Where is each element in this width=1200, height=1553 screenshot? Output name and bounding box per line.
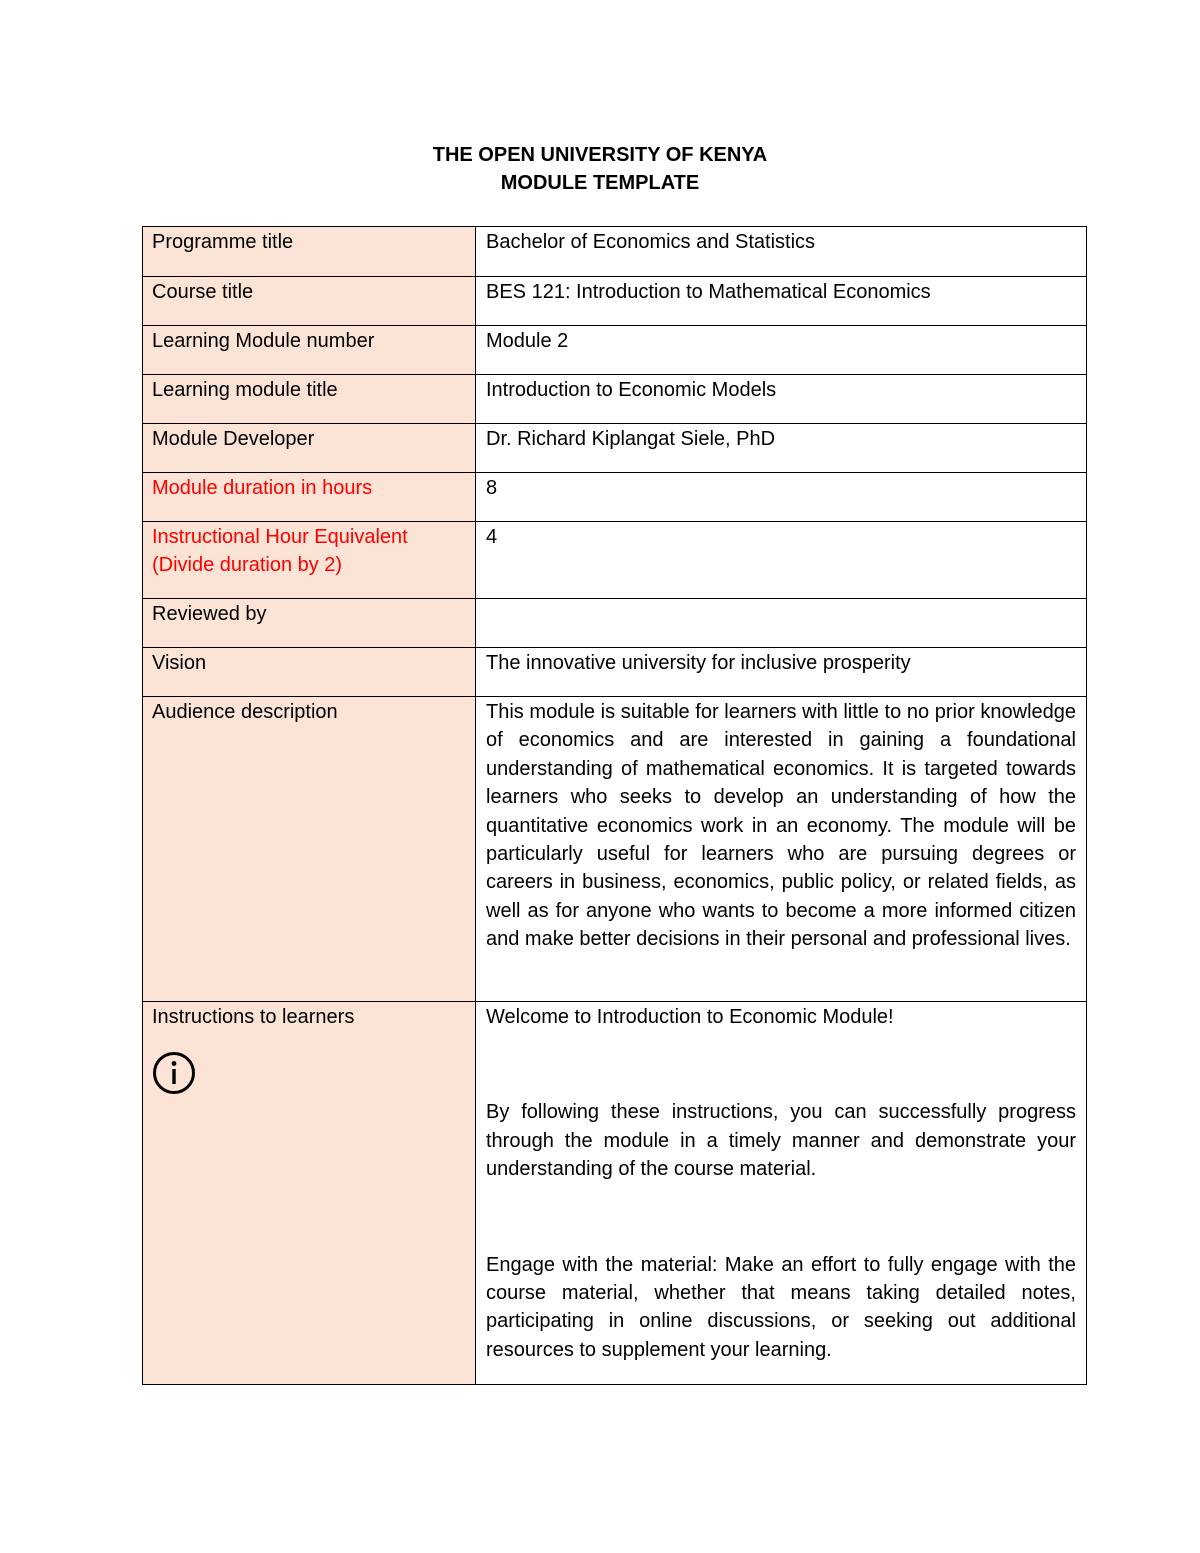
module-title-label: Learning module title — [152, 379, 338, 401]
instructional-hour-label: Instructional Hour Equivalent (Divide duration by 2) — [152, 526, 408, 577]
table-row-audience — [143, 697, 1087, 1002]
label-cell — [143, 473, 476, 522]
module-number-label: Learning Module number — [152, 330, 375, 352]
value-cell — [476, 375, 1087, 424]
value-cell — [476, 277, 1087, 326]
vision-value: The innovative university for inclusive prosperity — [486, 652, 911, 674]
label-cell — [143, 375, 476, 424]
info-icon — [152, 1051, 196, 1095]
module-developer-value: Dr. Richard Kiplangat Siele, PhD — [486, 428, 776, 450]
module-number-value: Module 2 — [486, 330, 569, 352]
programme-title-value: Bachelor of Economics and Statistics — [486, 231, 816, 253]
label-cell — [143, 227, 476, 277]
value-cell — [476, 326, 1087, 375]
table-row-course — [143, 277, 1087, 326]
table-row-reviewed — [143, 599, 1087, 648]
table-row-module-title — [143, 375, 1087, 424]
table-row-instructional-hours — [143, 522, 1087, 599]
audience-description-label: Audience description — [152, 701, 338, 723]
programme-title-label: Programme title — [152, 231, 294, 253]
value-cell — [476, 599, 1087, 648]
value-cell — [476, 227, 1087, 277]
module-developer-label: Module Developer — [152, 428, 315, 450]
label-cell — [143, 599, 476, 648]
label-cell — [143, 277, 476, 326]
reviewed-by-value — [486, 599, 1076, 600]
value-cell — [476, 522, 1087, 599]
vision-label: Vision — [152, 652, 207, 674]
instructions-label: Instructions to learners — [152, 1006, 355, 1028]
module-duration-value: 8 — [486, 477, 498, 499]
value-cell — [476, 648, 1087, 697]
instructions-paragraph-2: Engage with the material: Make an effort to fully engage with the course material, whether that means taking detailed notes, participating in online discussions, or seeking out additional resources to supplement your learning. — [486, 1253, 1076, 1361]
document-header — [0, 141, 1200, 197]
label-cell — [143, 697, 476, 1002]
value-cell — [476, 473, 1087, 522]
course-title-value: BES 121: Introduction to Mathematical Economics — [486, 281, 931, 303]
university-name: THE OPEN UNIVERSITY OF KENYA — [432, 144, 768, 166]
reviewed-by-label: Reviewed by — [152, 603, 267, 625]
table-row-programme — [143, 227, 1087, 277]
table-row-module-number — [143, 326, 1087, 375]
table-row-developer — [143, 424, 1087, 473]
label-cell — [143, 648, 476, 697]
value-cell — [476, 697, 1087, 1002]
label-cell — [143, 1002, 476, 1385]
label-cell — [143, 424, 476, 473]
module-title-value: Introduction to Economic Models — [486, 379, 777, 401]
value-cell — [476, 424, 1087, 473]
audience-description-value: This module is suitable for learners with little to no prior knowledge of economics and are interested in gaining a foundational understanding of mathematical economics. It is targeted towards learners who seeks to develop an understanding of how the quantitative economics work in an economy. The module will be particularly useful for learners who are pursuing degrees or careers in business, economics, public policy, or related fields, as well as for anyone who wants to become a more informed citizen and make better decisions in their personal and professional lives. — [486, 701, 1076, 951]
value-cell — [476, 1002, 1087, 1385]
label-cell — [143, 326, 476, 375]
course-title-label: Course title — [152, 281, 254, 303]
table-row-vision — [143, 648, 1087, 697]
module-duration-label: Module duration in hours — [152, 477, 373, 499]
instructions-paragraph-1: By following these instructions, you can successfully progress through the module in a timely manner and demonstrate your understanding of the course material. — [486, 1101, 1076, 1181]
module-table — [142, 226, 1087, 1385]
document-title: MODULE TEMPLATE — [500, 172, 700, 194]
instructions-welcome: Welcome to Introduction to Economic Module! — [486, 1006, 894, 1028]
table-row-duration — [143, 473, 1087, 522]
table-row-instructions — [143, 1002, 1087, 1385]
instructional-hour-value: 4 — [486, 526, 498, 548]
label-cell — [143, 522, 476, 599]
